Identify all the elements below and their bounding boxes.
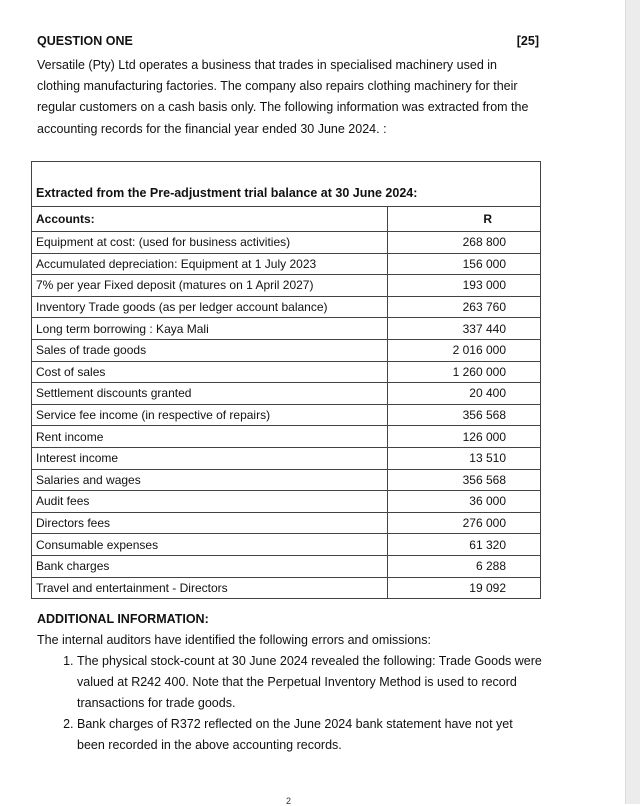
account-name: Bank charges bbox=[32, 555, 388, 577]
question-header bbox=[37, 34, 539, 52]
additional-information bbox=[37, 612, 542, 756]
account-name: Long term borrowing : Kaya Mali bbox=[32, 318, 388, 340]
account-name: Settlement discounts granted bbox=[32, 383, 388, 405]
table-row bbox=[32, 404, 541, 426]
account-amount: 126 000 bbox=[388, 426, 541, 448]
table-row bbox=[32, 232, 541, 254]
account-name: Consumable expenses bbox=[32, 534, 388, 556]
trial-balance-table bbox=[31, 161, 541, 599]
table-row bbox=[32, 253, 541, 275]
account-amount: 6 288 bbox=[388, 555, 541, 577]
additional-items-list bbox=[37, 651, 542, 756]
account-name: Rent income bbox=[32, 426, 388, 448]
account-amount: 36 000 bbox=[388, 491, 541, 513]
additional-item: 1. The physical stock-count at 30 June 2024 revealed the following: Trade Goods were valued at R242 400. Note that the Perpetual Inventory Method is used to record transactions for trade goods. bbox=[77, 651, 542, 714]
table-row bbox=[32, 577, 541, 599]
account-amount: 276 000 bbox=[388, 512, 541, 534]
account-amount: 20 400 bbox=[388, 383, 541, 405]
additional-intro: The internal auditors have identified the following errors and omissions: bbox=[37, 633, 431, 647]
account-amount: 263 760 bbox=[388, 296, 541, 318]
table-row bbox=[32, 361, 541, 383]
account-name: Inventory Trade goods (as per ledger account balance) bbox=[32, 296, 388, 318]
account-amount: 356 568 bbox=[388, 404, 541, 426]
table-title-row bbox=[32, 162, 541, 207]
account-name: Equipment at cost: (used for business activities) bbox=[32, 232, 388, 254]
table-row bbox=[32, 339, 541, 361]
table-row bbox=[32, 491, 541, 513]
account-amount: 337 440 bbox=[388, 318, 541, 340]
account-amount: 19 092 bbox=[388, 577, 541, 599]
table-row bbox=[32, 318, 541, 340]
table-row bbox=[32, 296, 541, 318]
table-row bbox=[32, 383, 541, 405]
table-row bbox=[32, 512, 541, 534]
account-amount: 13 510 bbox=[388, 447, 541, 469]
question-intro: Versatile (Pty) Ltd operates a business that trades in specialised machinery used in clothing manufacturing factories. The company also repairs clothing machinery for their regular customers on a cash basis only. The following information was extracted from the accounting records for the financial year ended 30 June 2024. : bbox=[37, 58, 529, 136]
question-header-block bbox=[37, 34, 539, 140]
account-name: Accumulated depreciation: Equipment at 1 July 2023 bbox=[32, 253, 388, 275]
table-row bbox=[32, 469, 541, 491]
column-header-amount: R bbox=[388, 207, 541, 232]
question-title: QUESTION ONE bbox=[37, 34, 133, 48]
account-amount: 193 000 bbox=[388, 275, 541, 297]
account-name: 7% per year Fixed deposit (matures on 1 April 2027) bbox=[32, 275, 388, 297]
account-name: Travel and entertainment - Directors bbox=[32, 577, 388, 599]
account-amount: 268 800 bbox=[388, 232, 541, 254]
account-name: Directors fees bbox=[32, 512, 388, 534]
question-marks: [25] bbox=[516, 34, 539, 48]
account-amount: 356 568 bbox=[388, 469, 541, 491]
table-row bbox=[32, 534, 541, 556]
table-row bbox=[32, 447, 541, 469]
account-name: Service fee income (in respective of repairs) bbox=[32, 404, 388, 426]
account-name: Cost of sales bbox=[32, 361, 388, 383]
table-header-row bbox=[32, 207, 541, 232]
additional-title: ADDITIONAL INFORMATION: bbox=[37, 612, 209, 626]
page-number: 2 bbox=[286, 796, 292, 806]
additional-item: 2. Bank charges of R372 reflected on the June 2024 bank statement have not yet been recorded in the above accounting records. bbox=[77, 714, 542, 756]
account-name: Audit fees bbox=[32, 491, 388, 513]
table-title: Extracted from the Pre-adjustment trial balance at 30 June 2024: bbox=[32, 162, 541, 207]
account-name: Sales of trade goods bbox=[32, 339, 388, 361]
column-header-accounts: Accounts: bbox=[32, 207, 388, 232]
table-row bbox=[32, 555, 541, 577]
table-row bbox=[32, 275, 541, 297]
account-amount: 61 320 bbox=[388, 534, 541, 556]
account-amount: 2 016 000 bbox=[388, 339, 541, 361]
table-row bbox=[32, 426, 541, 448]
vertical-scrollbar[interactable] bbox=[625, 0, 640, 804]
account-amount: 156 000 bbox=[388, 253, 541, 275]
account-amount: 1 260 000 bbox=[388, 361, 541, 383]
account-name: Interest income bbox=[32, 447, 388, 469]
account-name: Salaries and wages bbox=[32, 469, 388, 491]
